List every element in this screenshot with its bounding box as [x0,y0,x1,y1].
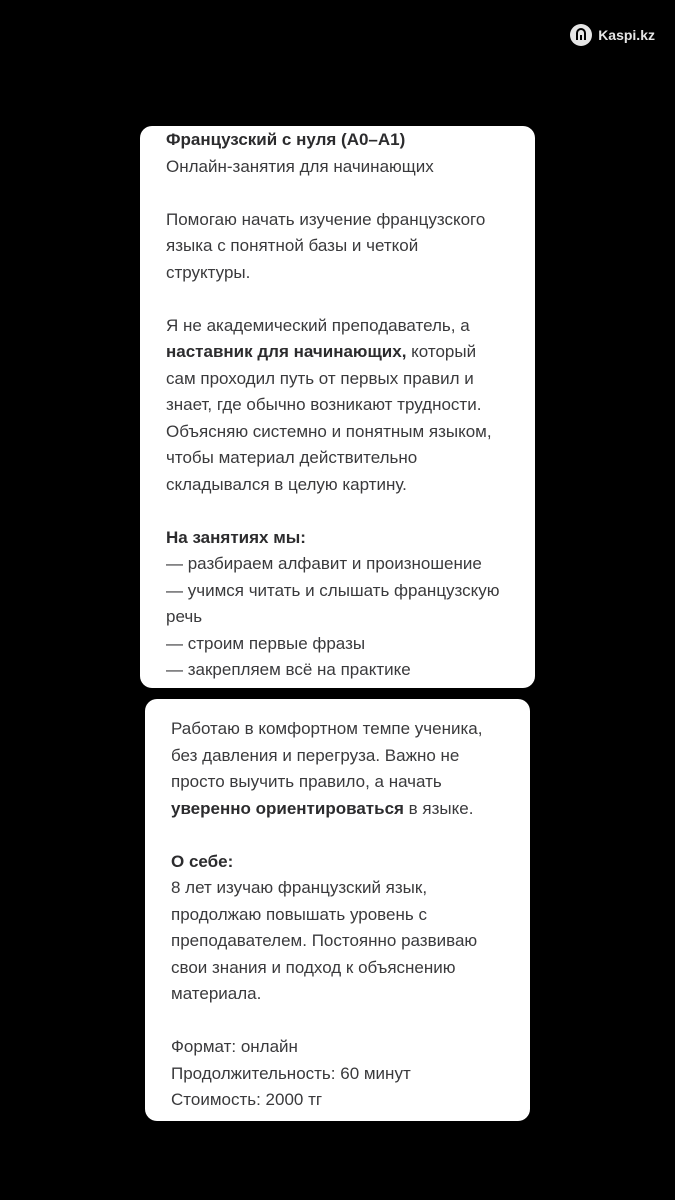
tempo-line: без давления и перегруза. Важно не [171,745,460,765]
lesson-item: — разбираем алфавит и произношение [166,554,482,573]
about-line: знает, где обычно возникают трудности. [166,395,482,414]
about-line: чтобы материал действительно [166,448,418,467]
duration-info: Продолжительность: 60 минут [171,1063,411,1083]
course-title: Французский с нуля (А0–А1) [166,130,406,149]
about-me-line: 8 лет изучаю французский язык, [171,878,428,897]
lesson-item: речь [166,607,203,626]
about-me-line: материала. [171,984,262,1003]
tempo-line-mixed [171,796,520,823]
about-me-line: продолжаю повышать уровень с [171,904,427,924]
lessons-heading: На занятиях мы: [166,527,306,547]
about-me-line: свои знания и подход к объяснению [171,957,456,977]
kaspi-watermark [570,24,655,46]
description-card-2 [145,699,530,1121]
course-subtitle: Онлайн-занятия для начинающих [166,156,434,176]
kaspi-logo-icon [570,24,592,46]
mentor-bold-text: наставник для начинающих, [166,342,407,361]
watermark-text: Kaspi.kz [598,27,655,43]
about-line: сам проходил путь от первых правил и [166,368,474,388]
about-me-line: преподавателем. Постоянно развиваю [171,931,478,950]
format-info: Формат: онлайн [171,1037,298,1056]
intro-line: Помогаю начать изучение французского [166,209,486,229]
intro-line: языка с понятной базы и четкой [166,236,419,255]
lesson-item: — строим первые фразы [166,633,366,653]
about-line-mixed [166,339,525,366]
lesson-item: — закрепляем всё на практике [166,660,411,679]
lesson-item: — учимся читать и слышать французскую [166,580,500,600]
tempo-line: Работаю в комфортном темпе ученика, [171,719,483,738]
about-line: Объясняю системно и понятным языком, [166,421,492,441]
tempo-line: просто выучить правило, а начать [171,772,442,791]
tempo-line-tail: в языке. [403,798,474,818]
confident-bold-text: уверенно ориентироваться [171,798,404,818]
about-line: Я не академический преподаватель, а [166,315,470,335]
price-info: Стоимость: 2000 тг [171,1090,323,1109]
about-line-tail: который [406,342,477,361]
about-line: складывался в целую картину. [166,474,407,494]
about-heading: О себе: [171,851,234,871]
description-card-1 [140,126,535,688]
intro-line: структуры. [166,262,251,282]
